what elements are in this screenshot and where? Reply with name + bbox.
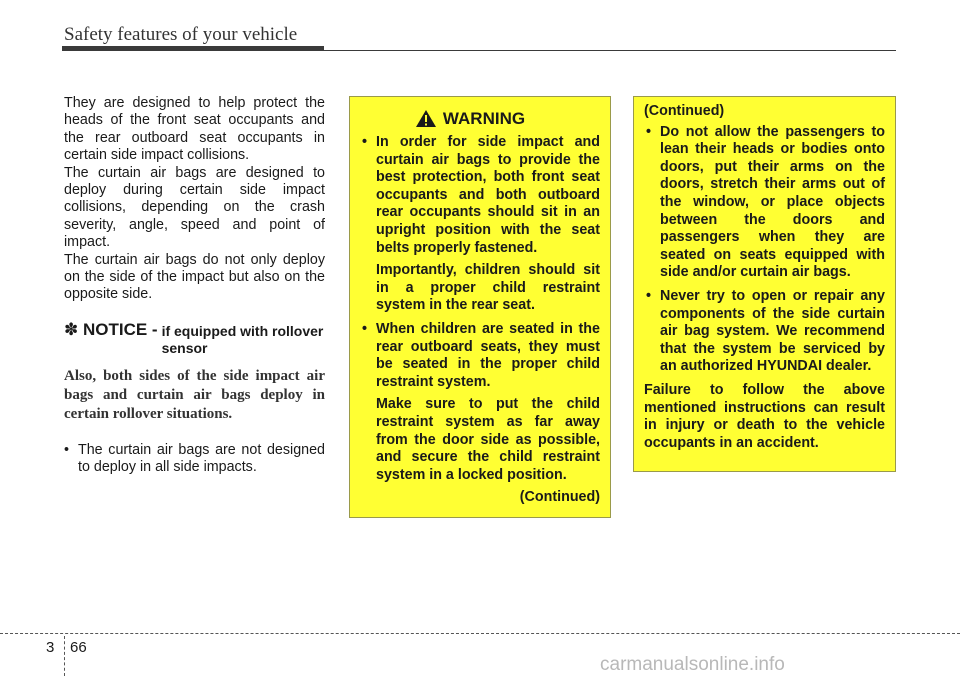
- chapter-number: 3: [46, 639, 55, 656]
- header-title: Safety features of your vehicle: [64, 24, 298, 45]
- warning-item-2-para: Make sure to put the child restraint system as far away from the door side as possible, and secure the child restraint system in a locked position.: [376, 396, 600, 483]
- paragraph-1: They are designed to help protect the heads of the front seat occupants and the rear outboard seat occupants in certain side impact collisions.: [64, 95, 325, 164]
- warning-item-1-text: In order for side impact and curtain air bags to provide the best protection, both front seat occupants and both outboard rear occupants should sit in an upright position with the seat belts properly fastened.: [376, 134, 600, 256]
- footer-divider: [64, 636, 65, 676]
- left-column: [64, 95, 325, 477]
- warning-item-2: [360, 321, 600, 484]
- bullet-icon: •: [646, 287, 652, 304]
- notice-title: [64, 320, 325, 357]
- notice-body: Also, both sides of the side impact air bags and curtain air bags deploy in certain rollover situations.: [64, 367, 325, 422]
- paragraph-2: The curtain air bags are designed to deploy during certain side impact collisions, depending on the crash severity, angle, speed and point of impact.: [64, 164, 325, 251]
- warning-heading: [340, 109, 600, 128]
- warning2-item-1: [644, 124, 885, 282]
- continued-heading: (Continued): [644, 103, 725, 119]
- warning-item-2-text: When children are seated in the rear outboard seats, they must be seated in the proper child restraint system.: [376, 320, 600, 390]
- bullet-icon: •: [362, 320, 368, 337]
- warning2-item-2-text: Never try to open or repair any components of the side curtain air bag system. We recommend that the system be serviced by an authorized HYUNDAI dealer.: [660, 287, 885, 375]
- watermark: carmanualsonline.info: [600, 654, 785, 675]
- warning-item-1-para: Importantly, children should sit in a proper child restraint system in the rear seat.: [376, 262, 600, 314]
- footer-rule: [0, 633, 960, 634]
- bullet-icon: •: [646, 123, 652, 140]
- paragraph-3: The curtain air bags do not only deploy on the side of the impact but also on the opposite side.: [64, 251, 325, 303]
- notice-heading: ✽ NOTICE -: [64, 319, 158, 339]
- bullet-item: [64, 442, 325, 477]
- warning2-item-2: [644, 288, 885, 376]
- page-number: 66: [70, 639, 87, 656]
- header-rule: [62, 50, 896, 51]
- bullet-icon: •: [64, 441, 70, 458]
- bullet-text: The curtain air bags are not designed to deploy in all side impacts.: [78, 441, 325, 476]
- bullet-icon: •: [362, 134, 368, 150]
- continued-label: (Continued): [519, 489, 600, 506]
- notice-subtitle: if equipped with rollover sensor: [161, 322, 324, 356]
- warning-item-1: [360, 134, 600, 315]
- warning-box-continued: [633, 96, 896, 472]
- warning-triangle-icon: [415, 109, 437, 128]
- warning-box: [349, 96, 611, 518]
- warning-title: WARNING: [442, 108, 526, 128]
- warning2-footer: Failure to follow the above mentioned instructions can result in injury or death to the vehicle occupants in an accident.: [644, 381, 885, 451]
- warning2-item-1-text: Do not allow the passengers to lean their heads or bodies onto doors, put their arms on the doors, stretch their arms out of the window, or place objects between the doors and passengers when they are seated on seats equipped with side and/or curtain air bags.: [660, 123, 885, 281]
